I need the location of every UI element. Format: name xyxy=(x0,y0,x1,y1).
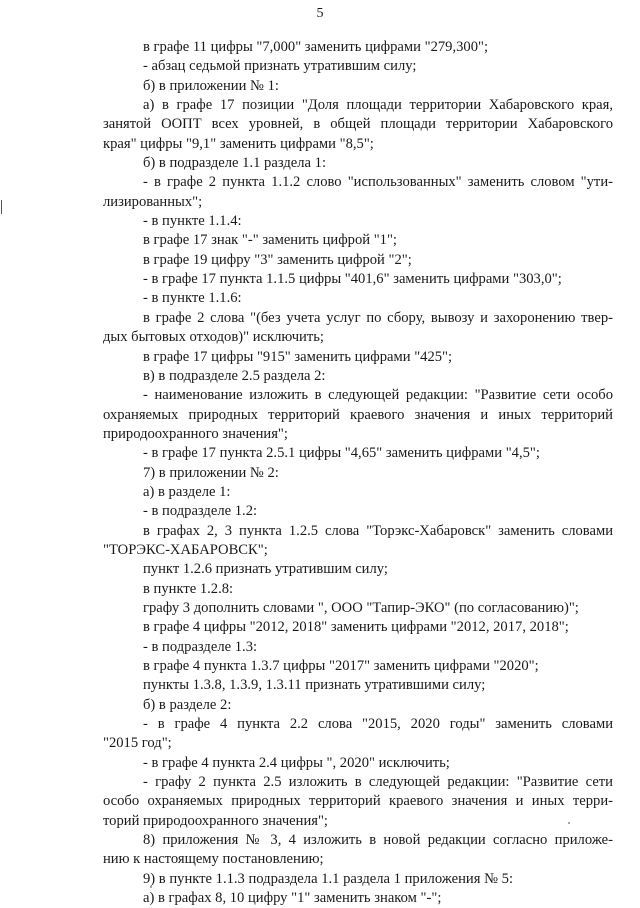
text-line: 9) в пункте 1.1.3 подраздела 1.1 раздела 1 приложения № 5: xyxy=(143,870,514,887)
text-line: - наименование изложить в следующей редакции: "Развитие сети особо xyxy=(143,387,613,404)
text-line: - в пункте 1.1.6: xyxy=(143,290,242,307)
text-line: в графе 17 цифры "915" заменить цифрами "425"; xyxy=(143,348,453,365)
text-line: нию к настоящему постановлению; xyxy=(103,851,324,868)
text-line: охраняемых природных территорий краевого значения и иных территорий xyxy=(103,406,613,423)
document-body xyxy=(103,38,613,908)
text-line: 7) в приложении № 2: xyxy=(143,464,279,481)
text-line: - в подразделе 1.3: xyxy=(143,638,258,655)
text-line: в графе 2 слова "(без учета услуг по сбору, вывозу и захоронению твер- xyxy=(143,309,613,326)
text-line: - в пункте 1.1.4: xyxy=(143,213,242,230)
text-line: б) в подразделе 1.1 раздела 1: xyxy=(143,155,326,172)
text-line: - в графе 4 пункта 2.2 слова "2015, 2020 годы" заменить словами xyxy=(143,716,613,733)
text-line: торий природоохранного значения"; xyxy=(103,812,328,829)
text-line: природоохранного значения"; xyxy=(103,425,288,442)
scan-margin-mark xyxy=(1,200,2,214)
text-line: 8) приложения № 3, 4 изложить в новой редакции согласно приложе- xyxy=(143,832,613,849)
text-line: дых бытовых отходов)" исключить; xyxy=(103,329,324,346)
text-line: в графе 17 знак "-" заменить цифрой "1"; xyxy=(143,232,397,249)
text-line: "ТОРЭКС-ХАБАРОВСК"; xyxy=(103,541,268,558)
text-line: б) в приложении № 1: xyxy=(143,77,279,94)
text-line: в графе 19 цифру "3" заменить цифрой "2"; xyxy=(143,251,412,268)
text-line: пункт 1.2.6 признать утратившим силу; xyxy=(143,561,388,578)
text-line: - в графе 17 пункта 2.5.1 цифры "4,65" заменить цифрами "4,5"; xyxy=(143,445,540,462)
text-line: лизированных"; xyxy=(103,193,203,210)
text-line: - в графе 2 пункта 1.1.2 слово "использованных" заменить словом "ути- xyxy=(143,174,613,191)
text-line: в графах 2, 3 пункта 1.2.5 слова "Торэкс-Хабаровск" заменить словами xyxy=(143,522,613,539)
text-line: в графе 11 цифры "7,000" заменить цифрами "279,300"; xyxy=(143,39,489,55)
text-line: в) в подразделе 2.5 раздела 2: xyxy=(143,367,326,384)
text-line: - абзац седьмой признать утратившим силу; xyxy=(143,58,417,75)
text-line: в графе 4 цифры "2012, 2018" заменить цифрами "2012, 2017, 2018"; xyxy=(143,619,569,636)
text-line: особо охраняемых природных территорий краевого значения и иных терри- xyxy=(103,793,613,810)
text-line: а) в разделе 1: xyxy=(143,483,231,500)
text-line: графу 3 дополнить словами ", ООО "Тапир-ЭКО" (по согласованию)"; xyxy=(143,599,579,616)
text-line: - графу 2 пункта 2.5 изложить в следующей редакции: "Развитие сети xyxy=(143,774,613,791)
text-line: края" цифры "9,1" заменить цифрами "8,5"; xyxy=(103,135,374,152)
text-line: пункты 1.3.8, 1.3.9, 1.3.11 признать утратившими силу; xyxy=(143,677,486,694)
text-line: в пункте 1.2.8: xyxy=(143,580,234,597)
text-line: - в графе 4 пункта 2.4 цифры ", 2020" исключить; xyxy=(143,754,450,771)
text-line: в графе 4 пункта 1.3.7 цифры "2017" заменить цифрами "2020"; xyxy=(143,658,539,674)
text-line: а) в графах 8, 10 цифру "1" заменить знаком "-"; xyxy=(143,890,442,907)
text-line: б) в разделе 2: xyxy=(143,696,232,713)
text-line: - в подразделе 1.2: xyxy=(143,503,258,520)
text-line: а) в графе 17 позиции "Доля площади территории Хабаровского края, xyxy=(143,97,613,114)
text-line: "2015 год"; xyxy=(103,735,172,752)
page-number: 5 xyxy=(316,6,324,21)
text-line: - в графе 17 пункта 1.1.5 цифры "401,6" заменить цифрами "303,0"; xyxy=(143,271,562,288)
text-line: занятой ООПТ всех уровней, в общей площади территории Хабаровского xyxy=(103,116,613,133)
